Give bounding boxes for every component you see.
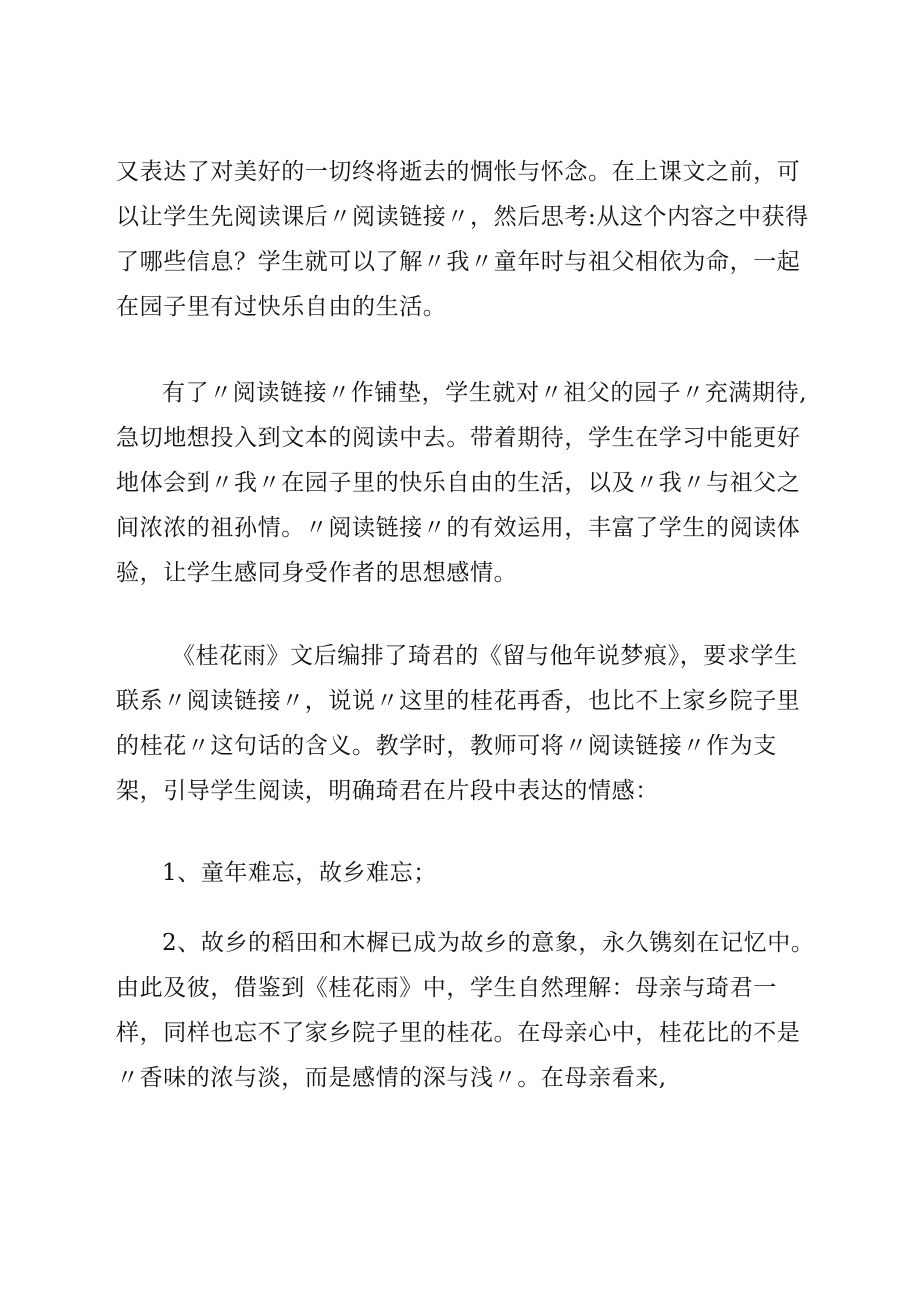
paragraph-3: 《桂花雨》文后编排了琦君的《留与他年说梦痕》，要求学生联系〃阅读链接〃，说说〃这里的桂花再香，也比不上家乡院子里的桂花〃这句话的含义。教学时，教师可将〃阅读链接〃作为支架，引导学生阅读，明确琦君在片段中表达的情感： bbox=[116, 643, 801, 804]
list-item-1: 1、童年难忘，故乡难忘； bbox=[162, 860, 437, 886]
paragraph-2: 有了〃阅读链接〃作铺垫，学生就对〃祖父的园子〃充满期待,急切地想投入到文本的阅读中去。带着期待，学生在学习中能更好地体会到〃我〃在园子里的快乐自由的生活，以及〃我〃与祖父之间浓浓的祖孙情。〃阅读链接〃的有效运用，丰富了学生的阅读体验，让学生感同身受作者的思想感情。 bbox=[116, 380, 808, 586]
list-item-2: 2、故乡的稻田和木樨已成为故乡的意象，永久镌刻在记忆中。由此及彼，借鉴到《桂花雨》中，学生自然理解：母亲与琦君一样，同样也忘不了家乡院子里的桂花。在母亲心中，桂花比的不是〃香味的浓与淡，而是感情的深与浅〃。在母亲看来, bbox=[116, 930, 815, 1091]
paragraph-1: 又表达了对美好的一切终将逝去的惆怅与怀念。在上课文之前，可以让学生先阅读课后〃阅读链接〃，然后思考:从这个内容之中获得了哪些信息？学生就可以了解〃我〃童年时与祖父相依为命，一起在园子里有过快乐自由的生活。 bbox=[116, 159, 809, 320]
